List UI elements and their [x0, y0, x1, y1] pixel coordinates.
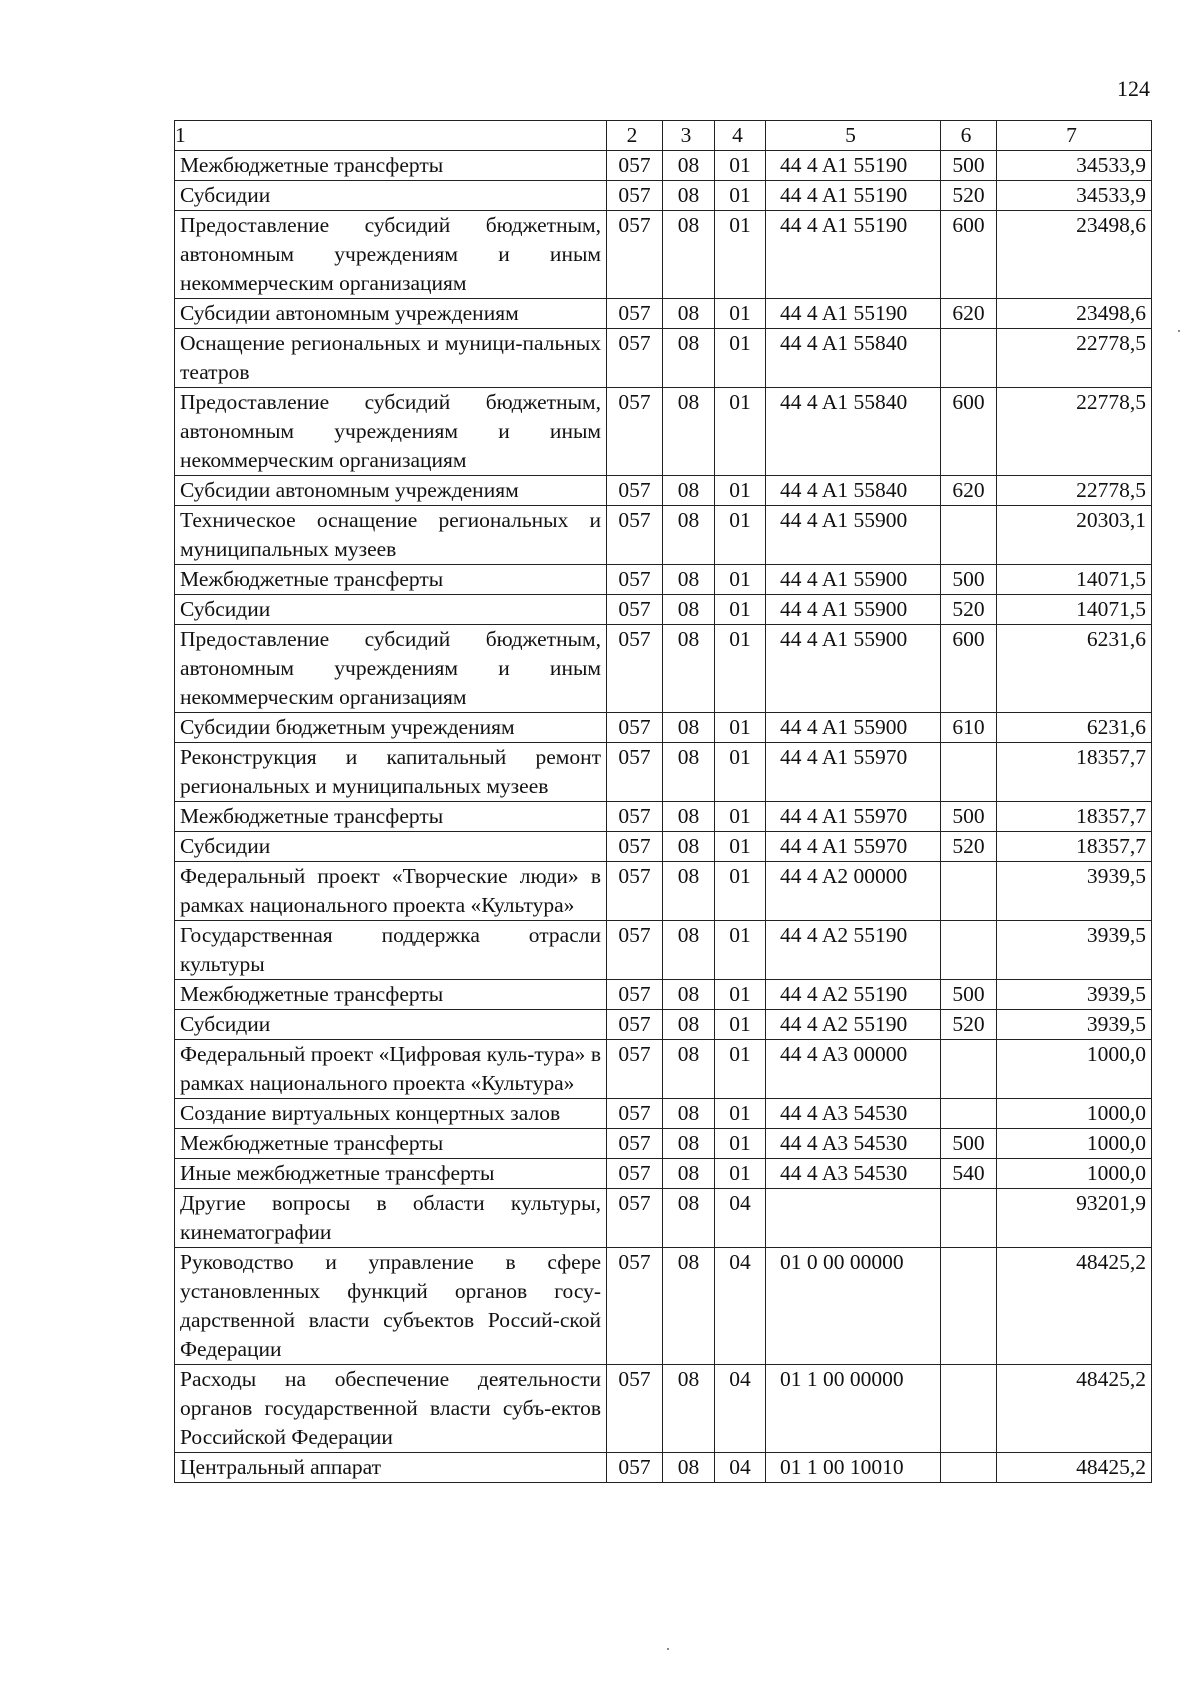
header-cell-1: 1 [175, 121, 607, 151]
row-amount-cell: 6231,6 [997, 625, 1152, 713]
table-row [175, 476, 1152, 506]
row-code-cell: 057 [607, 980, 663, 1010]
table-row [175, 506, 1152, 565]
row-amount-cell: 18357,7 [997, 832, 1152, 862]
row-subsection-cell: 01 [715, 1129, 766, 1159]
row-target-cell: 44 4 A2 00000 [766, 862, 941, 921]
row-section-cell: 08 [663, 802, 715, 832]
table-row [175, 1099, 1152, 1129]
row-target-cell: 44 4 A1 55970 [766, 832, 941, 862]
row-section-cell: 08 [663, 862, 715, 921]
row-target-cell: 44 4 A1 55900 [766, 595, 941, 625]
row-amount-cell: 48425,2 [997, 1365, 1152, 1453]
row-subsection-cell: 04 [715, 1189, 766, 1248]
row-code-cell: 057 [607, 329, 663, 388]
row-expense-type-cell: 610 [941, 713, 997, 743]
table-row [175, 862, 1152, 921]
row-subsection-cell: 04 [715, 1248, 766, 1365]
row-expense-type-cell: 520 [941, 832, 997, 862]
row-target-cell: 44 4 A1 55970 [766, 802, 941, 832]
row-expense-type-cell: 500 [941, 1129, 997, 1159]
row-subsection-cell: 01 [715, 565, 766, 595]
row-code-cell: 057 [607, 1248, 663, 1365]
row-name-cell: Субсидии [175, 181, 607, 211]
row-subsection-cell: 01 [715, 476, 766, 506]
row-target-cell: 44 4 A3 54530 [766, 1129, 941, 1159]
row-amount-cell: 14071,5 [997, 565, 1152, 595]
table-header-row [175, 121, 1152, 151]
row-name-cell: Другие вопросы в области культуры, кинематографии [175, 1189, 607, 1248]
row-section-cell: 08 [663, 1040, 715, 1099]
row-subsection-cell: 01 [715, 388, 766, 476]
row-amount-cell: 3939,5 [997, 862, 1152, 921]
row-code-cell: 057 [607, 565, 663, 595]
row-expense-type-cell [941, 743, 997, 802]
row-target-cell: 44 4 A1 55190 [766, 181, 941, 211]
row-name-cell: Предоставление субсидий бюджетным, автономным учреждениям и иным некоммерческим организациям [175, 625, 607, 713]
row-code-cell: 057 [607, 802, 663, 832]
row-section-cell: 08 [663, 329, 715, 388]
row-target-cell: 44 4 A1 55840 [766, 476, 941, 506]
row-amount-cell: 22778,5 [997, 329, 1152, 388]
row-expense-type-cell: 540 [941, 1159, 997, 1189]
header-cell-4: 4 [715, 121, 766, 151]
row-amount-cell: 1000,0 [997, 1040, 1152, 1099]
row-code-cell: 057 [607, 151, 663, 181]
row-code-cell: 057 [607, 181, 663, 211]
table-row [175, 181, 1152, 211]
row-target-cell: 44 4 A3 54530 [766, 1099, 941, 1129]
row-name-cell: Межбюджетные трансферты [175, 151, 607, 181]
row-amount-cell: 14071,5 [997, 595, 1152, 625]
row-expense-type-cell [941, 1099, 997, 1129]
table-row [175, 1189, 1152, 1248]
row-target-cell: 44 4 A1 55840 [766, 388, 941, 476]
row-target-cell: 44 4 A3 00000 [766, 1040, 941, 1099]
row-code-cell: 057 [607, 625, 663, 713]
row-name-cell: Оснащение региональных и муници-пальных театров [175, 329, 607, 388]
row-code-cell: 057 [607, 388, 663, 476]
row-name-cell: Межбюджетные трансферты [175, 802, 607, 832]
row-name-cell: Техническое оснащение региональных и муниципальных музеев [175, 506, 607, 565]
table-row [175, 802, 1152, 832]
row-section-cell: 08 [663, 476, 715, 506]
row-section-cell: 08 [663, 299, 715, 329]
row-name-cell: Субсидии автономным учреждениям [175, 476, 607, 506]
row-name-cell: Центральный аппарат [175, 1453, 607, 1483]
page-number: 124 [1117, 76, 1150, 101]
row-target-cell: 44 4 A1 55900 [766, 713, 941, 743]
row-expense-type-cell: 600 [941, 211, 997, 299]
row-expense-type-cell: 500 [941, 980, 997, 1010]
table-row [175, 980, 1152, 1010]
row-code-cell: 057 [607, 1453, 663, 1483]
row-expense-type-cell [941, 1453, 997, 1483]
row-name-cell: Межбюджетные трансферты [175, 980, 607, 1010]
row-name-cell: Предоставление субсидий бюджетным, автономным учреждениям и иным некоммерческим организациям [175, 211, 607, 299]
row-subsection-cell: 01 [715, 802, 766, 832]
row-amount-cell: 3939,5 [997, 1010, 1152, 1040]
row-name-cell: Создание виртуальных концертных залов [175, 1099, 607, 1129]
row-target-cell: 01 1 00 10010 [766, 1453, 941, 1483]
table-row [175, 565, 1152, 595]
table-body [175, 121, 1152, 1483]
row-subsection-cell: 01 [715, 1040, 766, 1099]
row-section-cell: 08 [663, 151, 715, 181]
table-row [175, 1365, 1152, 1453]
row-section-cell: 08 [663, 211, 715, 299]
row-amount-cell: 22778,5 [997, 388, 1152, 476]
row-amount-cell: 6231,6 [997, 713, 1152, 743]
row-amount-cell: 18357,7 [997, 802, 1152, 832]
row-name-cell: Реконструкция и капитальный ремонт региональных и муниципальных музеев [175, 743, 607, 802]
row-amount-cell: 93201,9 [997, 1189, 1152, 1248]
row-amount-cell: 3939,5 [997, 921, 1152, 980]
row-amount-cell: 48425,2 [997, 1453, 1152, 1483]
row-code-cell: 057 [607, 1159, 663, 1189]
table-row [175, 921, 1152, 980]
row-expense-type-cell [941, 506, 997, 565]
row-expense-type-cell [941, 1040, 997, 1099]
row-section-cell: 08 [663, 625, 715, 713]
row-subsection-cell: 04 [715, 1365, 766, 1453]
table-row [175, 388, 1152, 476]
row-code-cell: 057 [607, 1099, 663, 1129]
row-target-cell: 44 4 A1 55190 [766, 151, 941, 181]
row-code-cell: 057 [607, 1040, 663, 1099]
row-section-cell: 08 [663, 1010, 715, 1040]
scan-speck [1178, 330, 1180, 332]
row-target-cell: 44 4 A1 55840 [766, 329, 941, 388]
row-expense-type-cell [941, 1248, 997, 1365]
row-expense-type-cell: 500 [941, 802, 997, 832]
row-subsection-cell: 01 [715, 151, 766, 181]
row-target-cell: 44 4 A1 55970 [766, 743, 941, 802]
header-cell-6: 6 [941, 121, 997, 151]
row-subsection-cell: 01 [715, 1159, 766, 1189]
row-code-cell: 057 [607, 1189, 663, 1248]
row-expense-type-cell: 500 [941, 151, 997, 181]
row-name-cell: Межбюджетные трансферты [175, 565, 607, 595]
row-target-cell: 44 4 A2 55190 [766, 1010, 941, 1040]
row-code-cell: 057 [607, 299, 663, 329]
row-code-cell: 057 [607, 595, 663, 625]
row-subsection-cell: 01 [715, 713, 766, 743]
row-amount-cell: 34533,9 [997, 181, 1152, 211]
row-code-cell: 057 [607, 713, 663, 743]
row-section-cell: 08 [663, 743, 715, 802]
row-subsection-cell: 01 [715, 299, 766, 329]
row-expense-type-cell [941, 921, 997, 980]
row-subsection-cell: 01 [715, 329, 766, 388]
table-row [175, 625, 1152, 713]
row-section-cell: 08 [663, 832, 715, 862]
row-expense-type-cell [941, 329, 997, 388]
header-cell-7: 7 [997, 121, 1152, 151]
row-subsection-cell: 01 [715, 862, 766, 921]
row-amount-cell: 22778,5 [997, 476, 1152, 506]
row-section-cell: 08 [663, 1365, 715, 1453]
row-subsection-cell: 01 [715, 832, 766, 862]
row-name-cell: Субсидии [175, 1010, 607, 1040]
table-row [175, 832, 1152, 862]
row-expense-type-cell: 520 [941, 181, 997, 211]
row-name-cell: Федеральный проект «Цифровая куль-тура» в рамках национального проекта «Культура» [175, 1040, 607, 1099]
row-code-cell: 057 [607, 211, 663, 299]
row-amount-cell: 23498,6 [997, 211, 1152, 299]
row-code-cell: 057 [607, 506, 663, 565]
row-target-cell: 44 4 A1 55900 [766, 506, 941, 565]
row-subsection-cell: 01 [715, 595, 766, 625]
row-section-cell: 08 [663, 1129, 715, 1159]
row-code-cell: 057 [607, 832, 663, 862]
row-name-cell: Субсидии бюджетным учреждениям [175, 713, 607, 743]
row-amount-cell: 1000,0 [997, 1129, 1152, 1159]
row-name-cell: Руководство и управление в сфере установленных функций органов госу-дарственной власти субъектов Россий-ской Федерации [175, 1248, 607, 1365]
row-expense-type-cell: 600 [941, 625, 997, 713]
row-expense-type-cell: 620 [941, 476, 997, 506]
row-code-cell: 057 [607, 1010, 663, 1040]
row-amount-cell: 48425,2 [997, 1248, 1152, 1365]
row-amount-cell: 1000,0 [997, 1099, 1152, 1129]
row-name-cell: Субсидии [175, 595, 607, 625]
row-expense-type-cell: 500 [941, 565, 997, 595]
row-code-cell: 057 [607, 1129, 663, 1159]
row-amount-cell: 1000,0 [997, 1159, 1152, 1189]
row-subsection-cell: 01 [715, 211, 766, 299]
row-subsection-cell: 01 [715, 1099, 766, 1129]
row-subsection-cell: 01 [715, 181, 766, 211]
row-target-cell: 44 4 A2 55190 [766, 921, 941, 980]
header-cell-3: 3 [663, 121, 715, 151]
row-amount-cell: 3939,5 [997, 980, 1152, 1010]
row-target-cell [766, 1189, 941, 1248]
row-expense-type-cell: 620 [941, 299, 997, 329]
table-row [175, 1159, 1152, 1189]
row-subsection-cell: 01 [715, 743, 766, 802]
row-section-cell: 08 [663, 595, 715, 625]
row-section-cell: 08 [663, 980, 715, 1010]
table-row [175, 595, 1152, 625]
row-code-cell: 057 [607, 921, 663, 980]
row-section-cell: 08 [663, 921, 715, 980]
table-row [175, 1040, 1152, 1099]
row-name-cell: Субсидии [175, 832, 607, 862]
row-section-cell: 08 [663, 713, 715, 743]
row-expense-type-cell: 520 [941, 1010, 997, 1040]
table-row [175, 329, 1152, 388]
row-section-cell: 08 [663, 506, 715, 565]
row-expense-type-cell [941, 1365, 997, 1453]
row-name-cell: Межбюджетные трансферты [175, 1129, 607, 1159]
row-name-cell: Расходы на обеспечение деятельности органов государственной власти субъ-ектов Российской Федерации [175, 1365, 607, 1453]
table-row [175, 1010, 1152, 1040]
table-row [175, 1453, 1152, 1483]
table-row [175, 151, 1152, 181]
row-amount-cell: 20303,1 [997, 506, 1152, 565]
row-target-cell: 44 4 A1 55900 [766, 565, 941, 595]
row-name-cell: Иные межбюджетные трансферты [175, 1159, 607, 1189]
row-amount-cell: 23498,6 [997, 299, 1152, 329]
row-expense-type-cell: 600 [941, 388, 997, 476]
row-amount-cell: 18357,7 [997, 743, 1152, 802]
row-expense-type-cell: 520 [941, 595, 997, 625]
header-cell-2: 2 [607, 121, 663, 151]
row-code-cell: 057 [607, 1365, 663, 1453]
row-subsection-cell: 01 [715, 1010, 766, 1040]
table-row [175, 211, 1152, 299]
row-target-cell: 44 4 A2 55190 [766, 980, 941, 1010]
row-subsection-cell: 01 [715, 506, 766, 565]
row-target-cell: 44 4 A1 55900 [766, 625, 941, 713]
table-row [175, 1129, 1152, 1159]
row-subsection-cell: 04 [715, 1453, 766, 1483]
row-subsection-cell: 01 [715, 980, 766, 1010]
row-name-cell: Субсидии автономным учреждениям [175, 299, 607, 329]
row-target-cell: 44 4 A1 55190 [766, 211, 941, 299]
header-cell-5: 5 [766, 121, 941, 151]
row-section-cell: 08 [663, 1248, 715, 1365]
row-expense-type-cell [941, 1189, 997, 1248]
row-code-cell: 057 [607, 862, 663, 921]
row-target-cell: 44 4 A3 54530 [766, 1159, 941, 1189]
row-section-cell: 08 [663, 181, 715, 211]
row-subsection-cell: 01 [715, 625, 766, 713]
table-row [175, 743, 1152, 802]
table-row [175, 713, 1152, 743]
row-section-cell: 08 [663, 1099, 715, 1129]
row-target-cell: 01 0 00 00000 [766, 1248, 941, 1365]
budget-table [174, 120, 1152, 1483]
table-row [175, 299, 1152, 329]
row-amount-cell: 34533,9 [997, 151, 1152, 181]
scan-speck [667, 1648, 669, 1650]
row-name-cell: Предоставление субсидий бюджетным, автономным учреждениям и иным некоммерческим организациям [175, 388, 607, 476]
row-code-cell: 057 [607, 476, 663, 506]
row-code-cell: 057 [607, 743, 663, 802]
row-expense-type-cell [941, 862, 997, 921]
row-section-cell: 08 [663, 388, 715, 476]
row-target-cell: 01 1 00 00000 [766, 1365, 941, 1453]
row-section-cell: 08 [663, 1189, 715, 1248]
row-section-cell: 08 [663, 565, 715, 595]
row-name-cell: Федеральный проект «Творческие люди» в рамках национального проекта «Культура» [175, 862, 607, 921]
row-subsection-cell: 01 [715, 921, 766, 980]
row-name-cell: Государственная поддержка отрасли культуры [175, 921, 607, 980]
row-target-cell: 44 4 A1 55190 [766, 299, 941, 329]
row-section-cell: 08 [663, 1453, 715, 1483]
table-row [175, 1248, 1152, 1365]
row-section-cell: 08 [663, 1159, 715, 1189]
